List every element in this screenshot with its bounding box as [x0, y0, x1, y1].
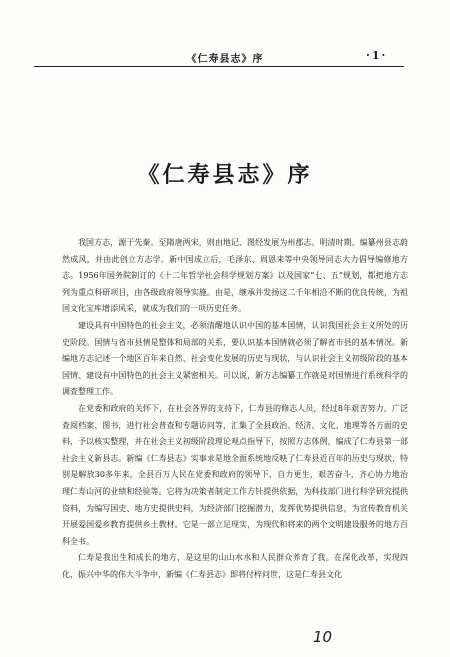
paragraph: 在党委和政府的关怀下，在社会各界的支持下，仁寿县的修志人员，经过8年艰苦努力，广泛查阅档案、图书，进行社会普查和专题访问等，汇集了全县政治、经济、文化、地理等各方面的史料，予以核实整理，并在社会主义初级阶段理论观点指导下，按照方志体例，编成了仁寿县第一部社会主义新县志。新编《仁寿县志》实事求是地全面系统地反映了仁寿县近百年的历史与现状，特别是解放30多年来，全县百万人民在党委和政府的领导下，自力更生，艰苦奋斗，齐心协力地治理仁寿山河的业绩和经验等。它将为决策者制定工作方针提供依据，为科技部门进行科学研究提供资料，为编写国史、地方史提供史料，为经济部门挖掘潜力，发挥优势提供信息，为宣传教育机关开展爱国爱乡教育提供乡土教材。它是一部立足现实，为现代和将来的两个文明建设服务的地方百科全书。	[62, 403, 408, 546]
header-rule	[34, 66, 404, 67]
paragraph: 建设具有中国特色的社会主义，必须清醒地认识中国的基本国情，认识我国社会主义所处的历史阶段。国情与省市县情是整体和局部的关系，要认识基本国情就必须了解省市县的基本情况。新编地方志记述一个地区百年来自然、社会变化发展的历史与现状，与认识社会主义初级阶段的基本国情、建设有中国特色的社会主义紧密相关。可以说，新方志编纂工作就是对国情进行系统科学的调查整理工作。	[62, 320, 408, 397]
paragraph: 我国方志，源于先秦。至隋唐两宋，则由地记、图经发展为州郡志。明清时期，编纂州县志蔚然成风，并由此创立方志学。新中国成立后，毛泽东、周恩来等中央领导同志大力倡导编修地方志。1956年国务院制订的《十二年哲学社会科学规划方案》以及国家“七、五”规划，都把地方志列为重点科研项目，由各级政府领导实施。由是，继承并发扬这二千年相沿不断的优良传统，为祖国文化宝库增添风采，就成为我们的一项历史任务。	[62, 238, 408, 314]
chapter-title: 《仁寿县志》序	[137, 163, 313, 188]
body-text	[62, 235, 408, 583]
handwritten-page-note: 10	[313, 628, 333, 646]
paragraph: 仁寿是我出生和成长的地方，是这里的山山水水和人民群众养育了我。在深化改革，实现四化，振兴中华的伟大斗争中，新编《仁寿县志》即将付梓问世，这是仁寿县文化	[62, 553, 408, 579]
page-number: ·1·	[366, 49, 388, 62]
running-header-title: 《仁寿县志》序	[186, 54, 264, 65]
